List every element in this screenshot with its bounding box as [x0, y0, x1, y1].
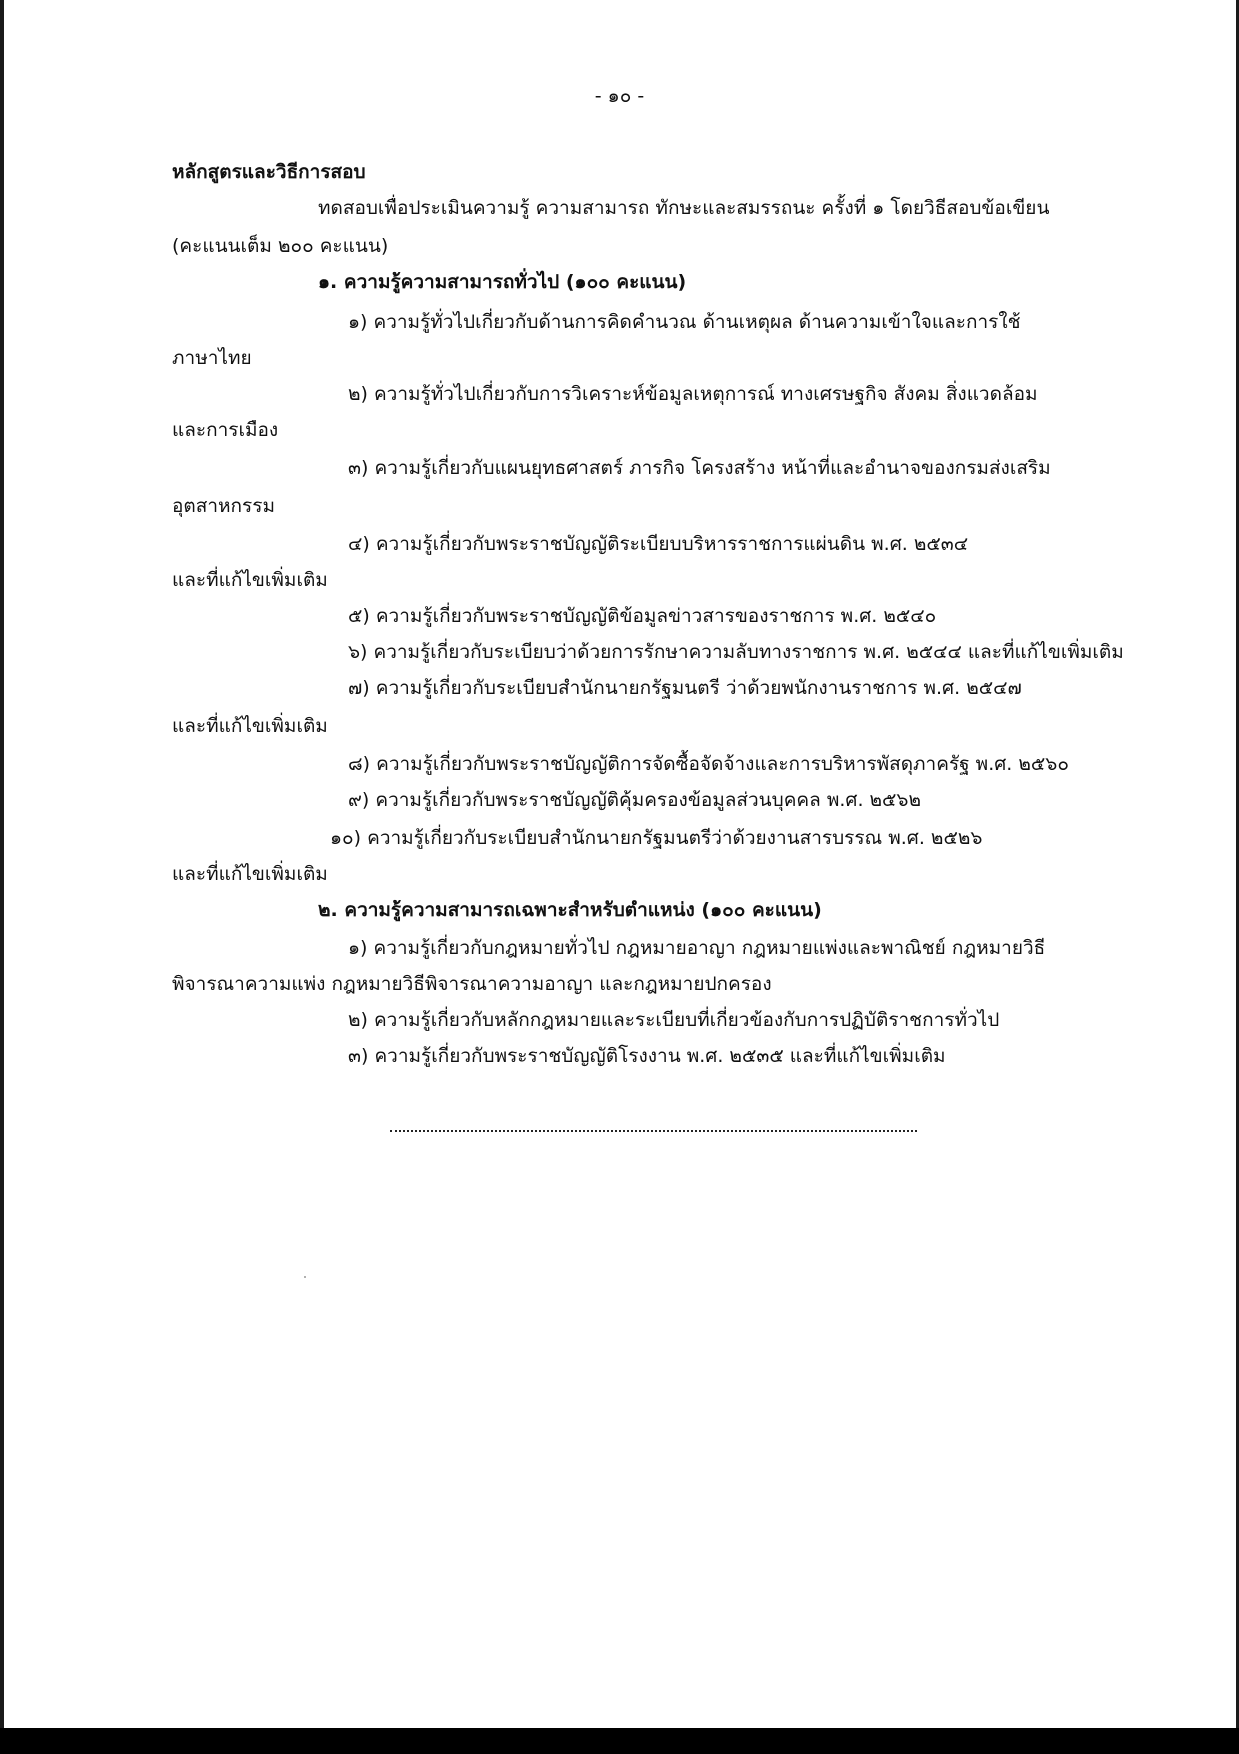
scan-left-edge — [0, 0, 4, 1754]
section-2-item-1-line-2: พิจารณาความแพ่ง กฎหมายวิธีพิจารณาความอาญา และกฎหมายปกครอง — [172, 973, 772, 995]
section-1-item-2-line-2: และการเมือง — [172, 419, 279, 441]
end-dotted-rule — [390, 1130, 917, 1132]
section-1-item-1-line-1: ๑) ความรู้ทั่วไปเกี่ยวกับด้านการคิดคำนวณ ด้านเหตุผล ด้านความเข้าใจและการใช้ — [348, 311, 1021, 333]
section-1-item-5: ๕) ความรู้เกี่ยวกับพระราชบัญญัติข้อมูลข่าวสารของราชการ พ.ศ. ๒๕๔๐ — [348, 605, 937, 627]
section-1-item-3-line-1: ๓) ความรู้เกี่ยวกับแผนยุทธศาสตร์ ภารกิจ โครงสร้าง หน้าที่และอำนาจของกรมส่งเสริม — [348, 457, 1051, 479]
section-1-item-7-line-1: ๗) ความรู้เกี่ยวกับระเบียบสำนักนายกรัฐมนตรี ว่าด้วยพนักงานราชการ พ.ศ. ๒๕๔๗ — [348, 677, 1022, 699]
section-2-item-2: ๒) ความรู้เกี่ยวกับหลักกฎหมายและระเบียบที่เกี่ยวข้องกับการปฏิบัติราชการทั่วไป — [348, 1009, 1000, 1031]
section-1-item-10-line-2: และที่แก้ไขเพิ่มเติม — [172, 863, 328, 885]
section-2-item-3: ๓) ความรู้เกี่ยวกับพระราชบัญญัติโรงงาน พ.ศ. ๒๕๓๕ และที่แก้ไขเพิ่มเติม — [348, 1045, 946, 1067]
section-1-item-10-line-1: ๑๐) ความรู้เกี่ยวกับระเบียบสำนักนายกรัฐมนตรีว่าด้วยงานสารบรรณ พ.ศ. ๒๕๒๖ — [330, 827, 983, 849]
section-2-title: ๒. ความรู้ความสามารถเฉพาะสำหรับตำแหน่ง (๑๐๐ คะแนน) — [318, 899, 822, 921]
intro-line-2: (คะแนนเต็ม ๒๐๐ คะแนน) — [172, 235, 389, 257]
intro-line-1: ทดสอบเพื่อประเมินความรู้ ความสามารถ ทักษะและสมรรถนะ ครั้งที่ ๑ โดยวิธีสอบข้อเขียน — [318, 197, 1050, 219]
section-1-item-4-line-1: ๔) ความรู้เกี่ยวกับพระราชบัญญัติระเบียบบริหารราชการแผ่นดิน พ.ศ. ๒๕๓๔ — [348, 533, 969, 555]
scan-bottom-border — [0, 1728, 1239, 1754]
section-1-item-4-line-2: และที่แก้ไขเพิ่มเติม — [172, 569, 328, 591]
section-1-item-2-line-1: ๒) ความรู้ทั่วไปเกี่ยวกับการวิเคราะห์ข้อมูลเหตุการณ์ ทางเศรษฐกิจ สังคม สิ่งแวดล้อม — [348, 383, 1038, 405]
section-1-item-8: ๘) ความรู้เกี่ยวกับพระราชบัญญัติการจัดซื้อจัดจ้างและการบริหารพัสดุภาครัฐ พ.ศ. ๒๕๖๐ — [348, 753, 1069, 775]
section-1-item-6: ๖) ความรู้เกี่ยวกับระเบียบว่าด้วยการรักษาความลับทางราชการ พ.ศ. ๒๕๔๔ และที่แก้ไขเพิ่มเติม — [348, 641, 1124, 663]
scan-speck — [304, 1276, 306, 1278]
page-number: - ๑๐ - — [594, 85, 645, 107]
section-1-item-7-line-2: และที่แก้ไขเพิ่มเติม — [172, 715, 328, 737]
section-1-item-3-line-2: อุตสาหกรรม — [172, 495, 275, 517]
section-2-item-1-line-1: ๑) ความรู้เกี่ยวกับกฎหมายทั่วไป กฎหมายอาญา กฎหมายแพ่งและพาณิชย์ กฎหมายวิธี — [348, 937, 1046, 959]
section-heading: หลักสูตรและวิธีการสอบ — [172, 161, 366, 183]
section-1-item-1-line-2: ภาษาไทย — [172, 347, 252, 369]
section-1-title: ๑. ความรู้ความสามารถทั่วไป (๑๐๐ คะแนน) — [318, 271, 687, 293]
section-1-item-9: ๙) ความรู้เกี่ยวกับพระราชบัญญัติคุ้มครองข้อมูลส่วนบุคคล พ.ศ. ๒๕๖๒ — [348, 789, 922, 811]
